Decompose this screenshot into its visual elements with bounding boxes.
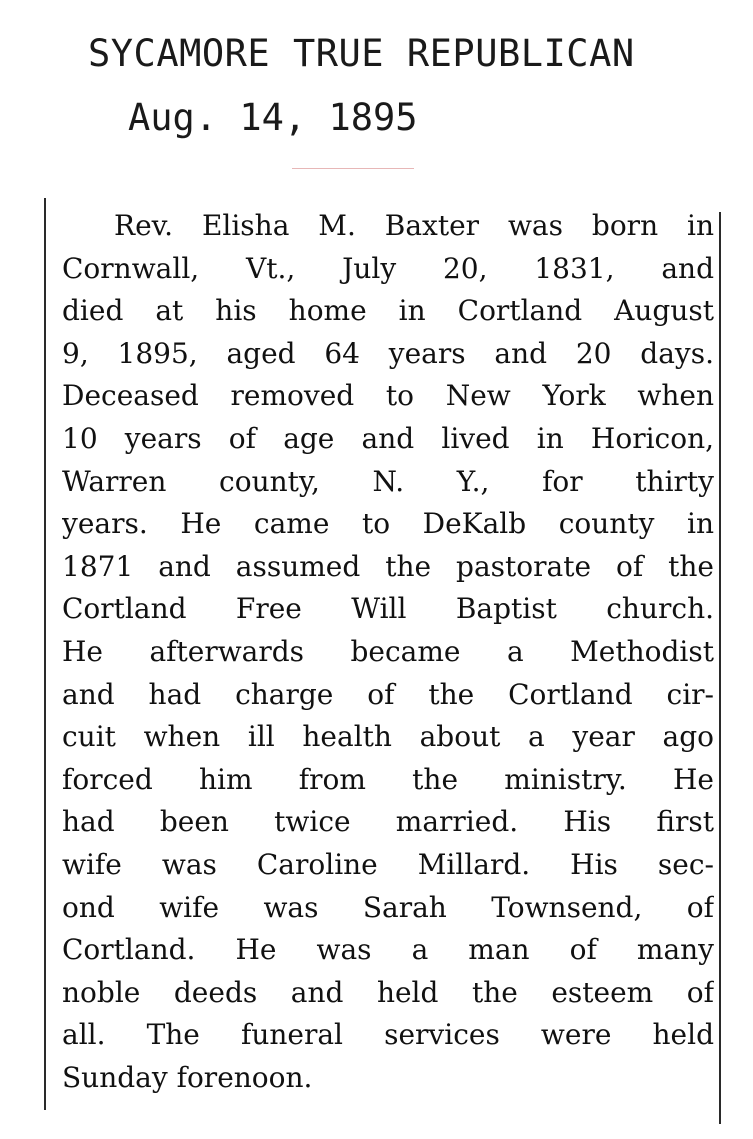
article-line: died at his home in Cortland August (62, 294, 714, 328)
article-line: Rev. Elisha M. Baxter was born in (114, 209, 714, 242)
article-line: Cortland. He was a man of many (62, 933, 714, 967)
article-line: had been twice married. His first (62, 805, 714, 839)
article-line: Deceased removed to New York when (62, 379, 714, 413)
divider-rule (292, 168, 414, 169)
article-line: Cornwall, Vt., July 20, 1831, and (62, 251, 714, 285)
article-line: 1871 and assumed the pastorate of the (62, 549, 714, 583)
article-line: Cortland Free Will Baptist church. (62, 592, 714, 626)
article-line: 10 years of age and lived in Horicon, (62, 421, 714, 455)
newspaper-masthead: SYCAMORE TRUE REPUBLICAN (88, 32, 635, 75)
article-line: all. The funeral services were held (62, 1018, 714, 1052)
article-line: noble deeds and held the esteem of (62, 975, 714, 1009)
clipping-left-border (44, 198, 46, 1110)
article-line: ond wife was Sarah Townsend, of (62, 890, 714, 924)
article-line: 9, 1895, aged 64 years and 20 days. (62, 336, 714, 370)
article-line: cuit when ill health about a year ago (62, 720, 714, 754)
article-line: wife was Caroline Millard. His sec- (62, 847, 714, 881)
article-line: He afterwards became a Methodist (62, 634, 714, 668)
article-line: Warren county, N. Y., for thirty (62, 464, 714, 498)
article-line: Sunday forenoon. (62, 1060, 313, 1094)
publication-date: Aug. 14, 1895 (128, 96, 418, 139)
article-line: forced him from the ministry. He (62, 762, 714, 796)
obituary-article (62, 205, 714, 1099)
clipping-right-border (719, 212, 721, 1124)
article-line: and had charge of the Cortland cir- (62, 677, 714, 711)
article-line: years. He came to DeKalb county in (62, 507, 714, 541)
